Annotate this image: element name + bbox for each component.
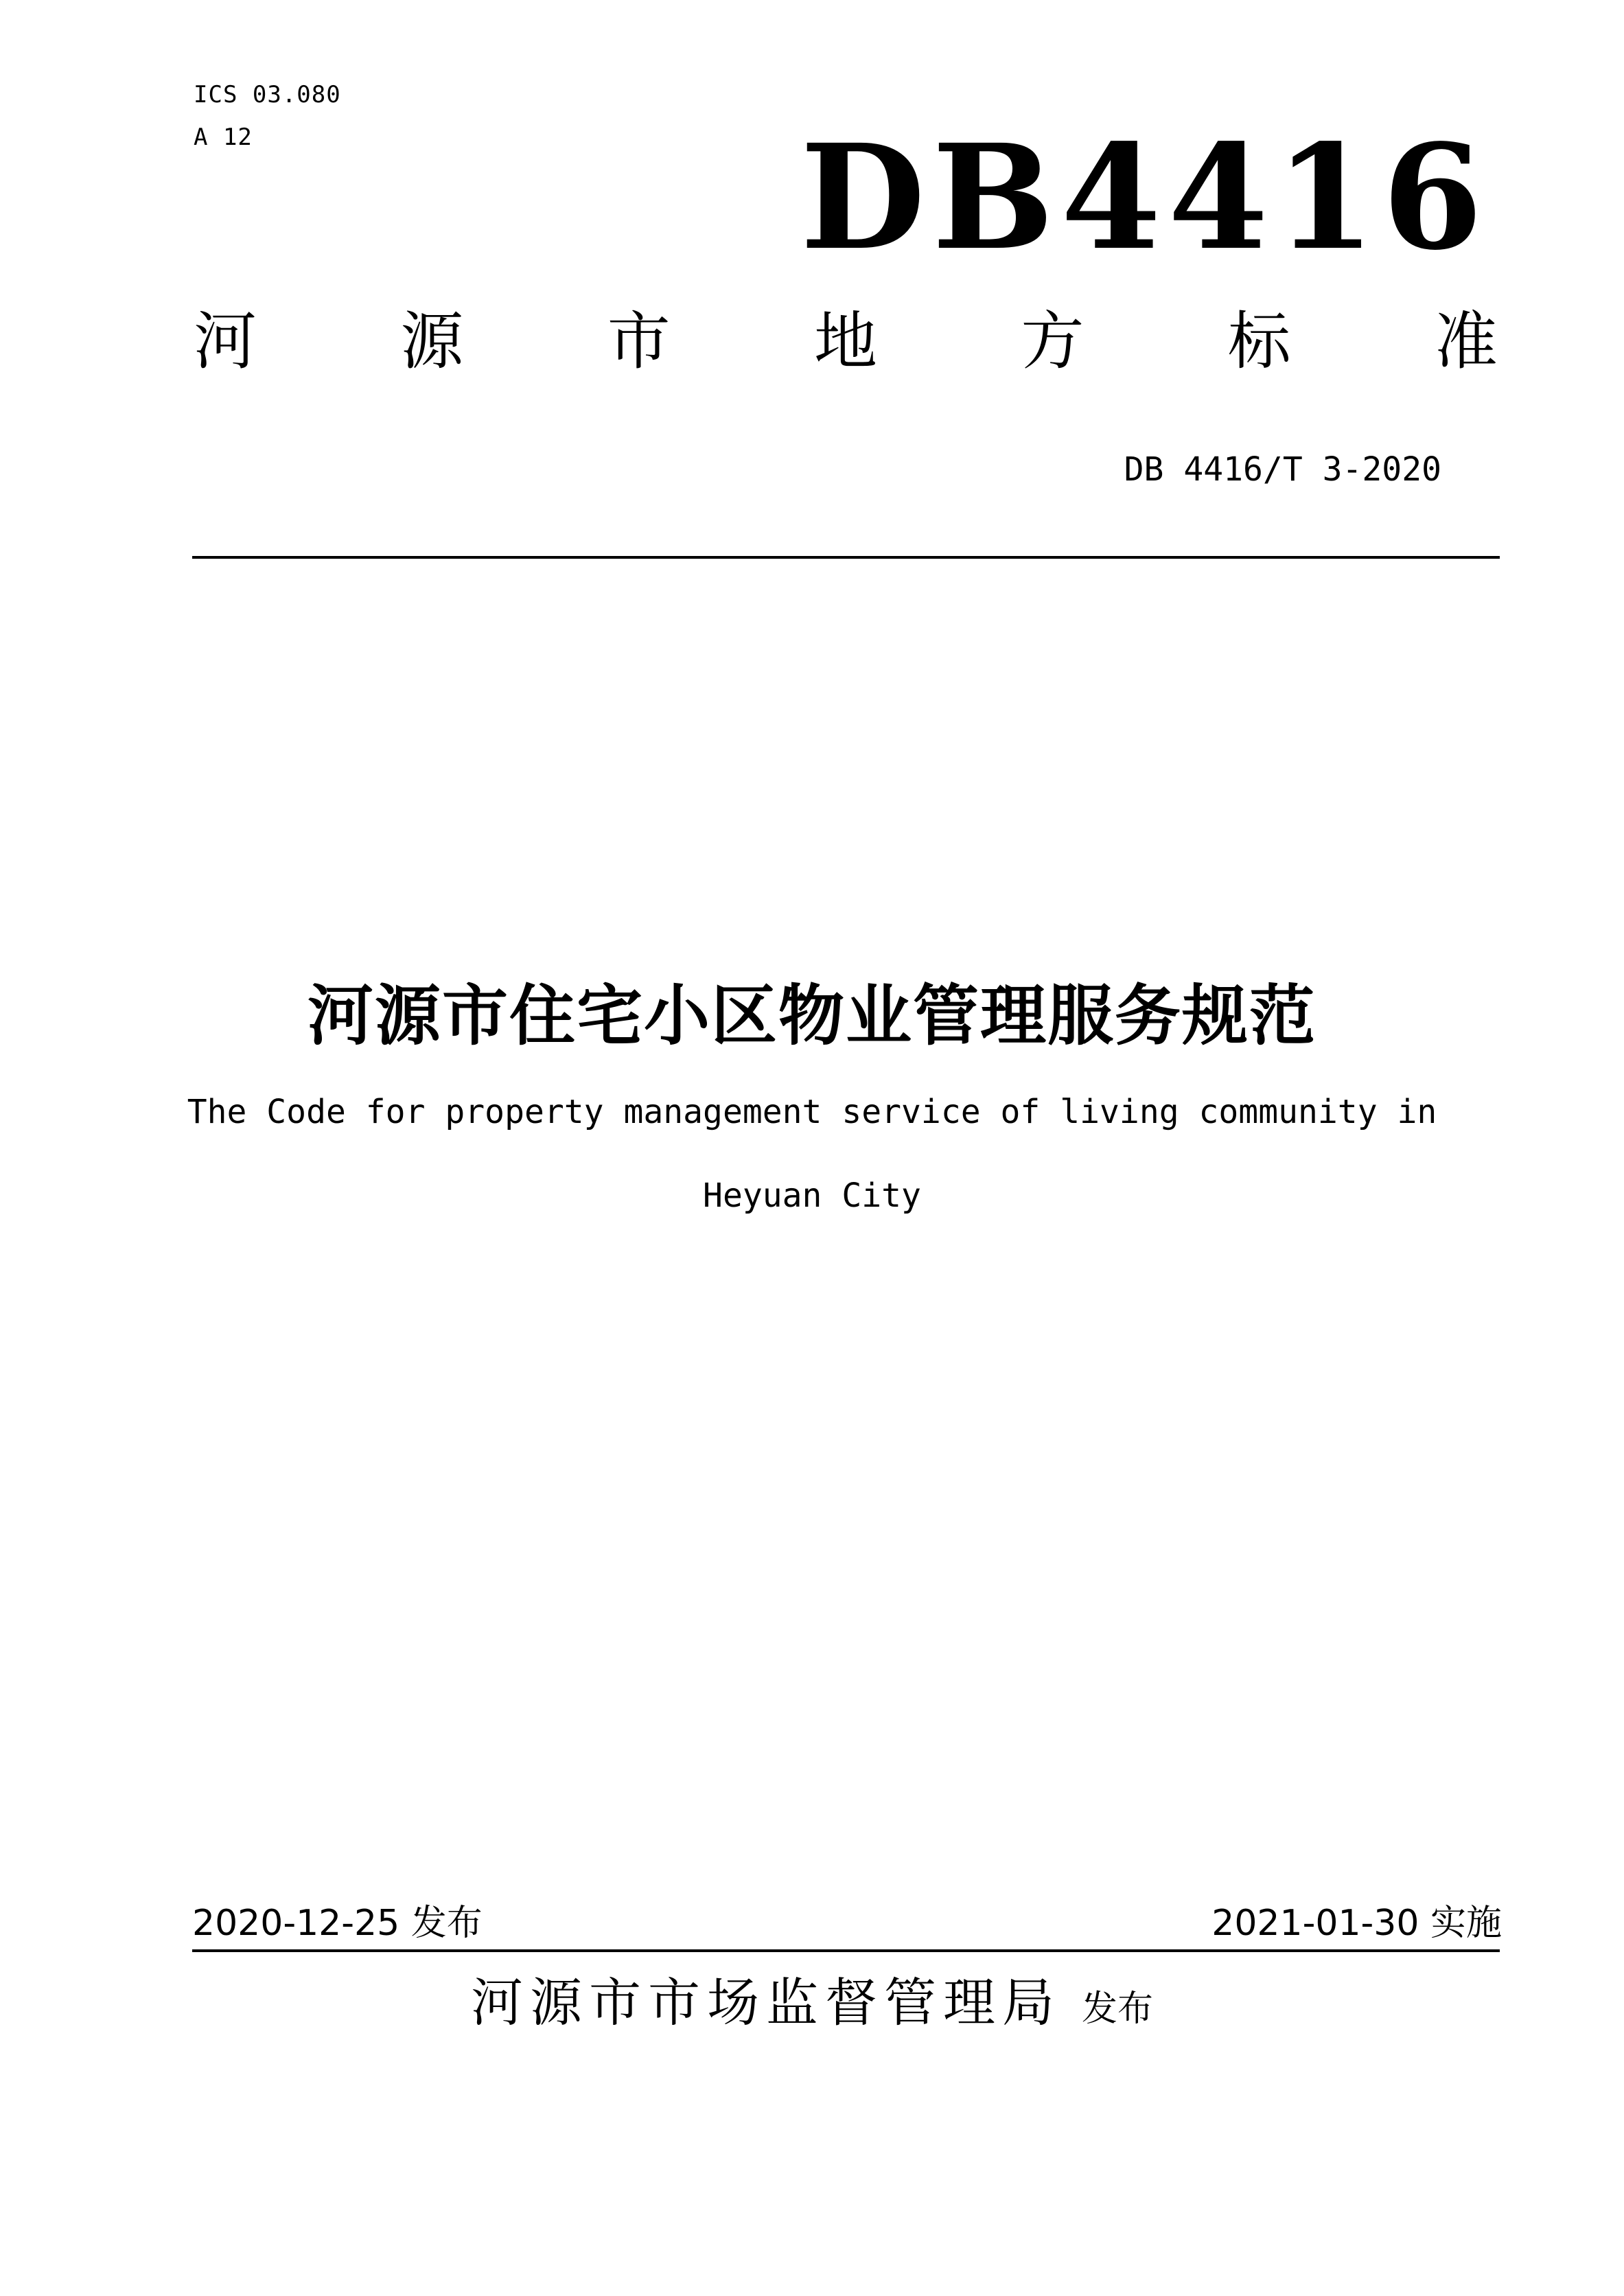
standard-type-char: 标	[1227, 305, 1291, 378]
standard-type-char: 准	[1434, 305, 1498, 378]
ics-code: ICS 03.080	[194, 81, 341, 108]
standard-type-char: 方	[1021, 305, 1084, 378]
issuer-name: 河源市市场监督管理局	[470, 1972, 1061, 2033]
implementation-date: 2021-01-30 实施	[1211, 1903, 1502, 1944]
standard-type-char: 地	[813, 305, 877, 378]
standard-type	[194, 295, 1498, 378]
bottom-divider	[192, 1949, 1500, 1952]
document-title-english-line1: The Code for property management service of living community in	[187, 1093, 1437, 1131]
issuer-suffix: 发布	[1081, 1988, 1153, 2030]
issuer-block	[0, 1969, 1624, 2043]
standard-type-char: 河	[194, 305, 257, 378]
standard-type-char: 市	[607, 305, 671, 378]
document-title-chinese: 河源市住宅小区物业管理服务规范	[308, 977, 1316, 1054]
classification-code: A 12	[194, 124, 253, 151]
top-divider	[192, 556, 1500, 559]
standard-type-char: 源	[400, 305, 464, 378]
issue-date: 2020-12-25 发布	[192, 1903, 483, 1944]
db-code: DB4416	[800, 113, 1489, 282]
standard-number: DB 4416/T 3-2020	[1124, 450, 1441, 489]
document-title-english-line2: Heyuan City	[703, 1176, 921, 1215]
